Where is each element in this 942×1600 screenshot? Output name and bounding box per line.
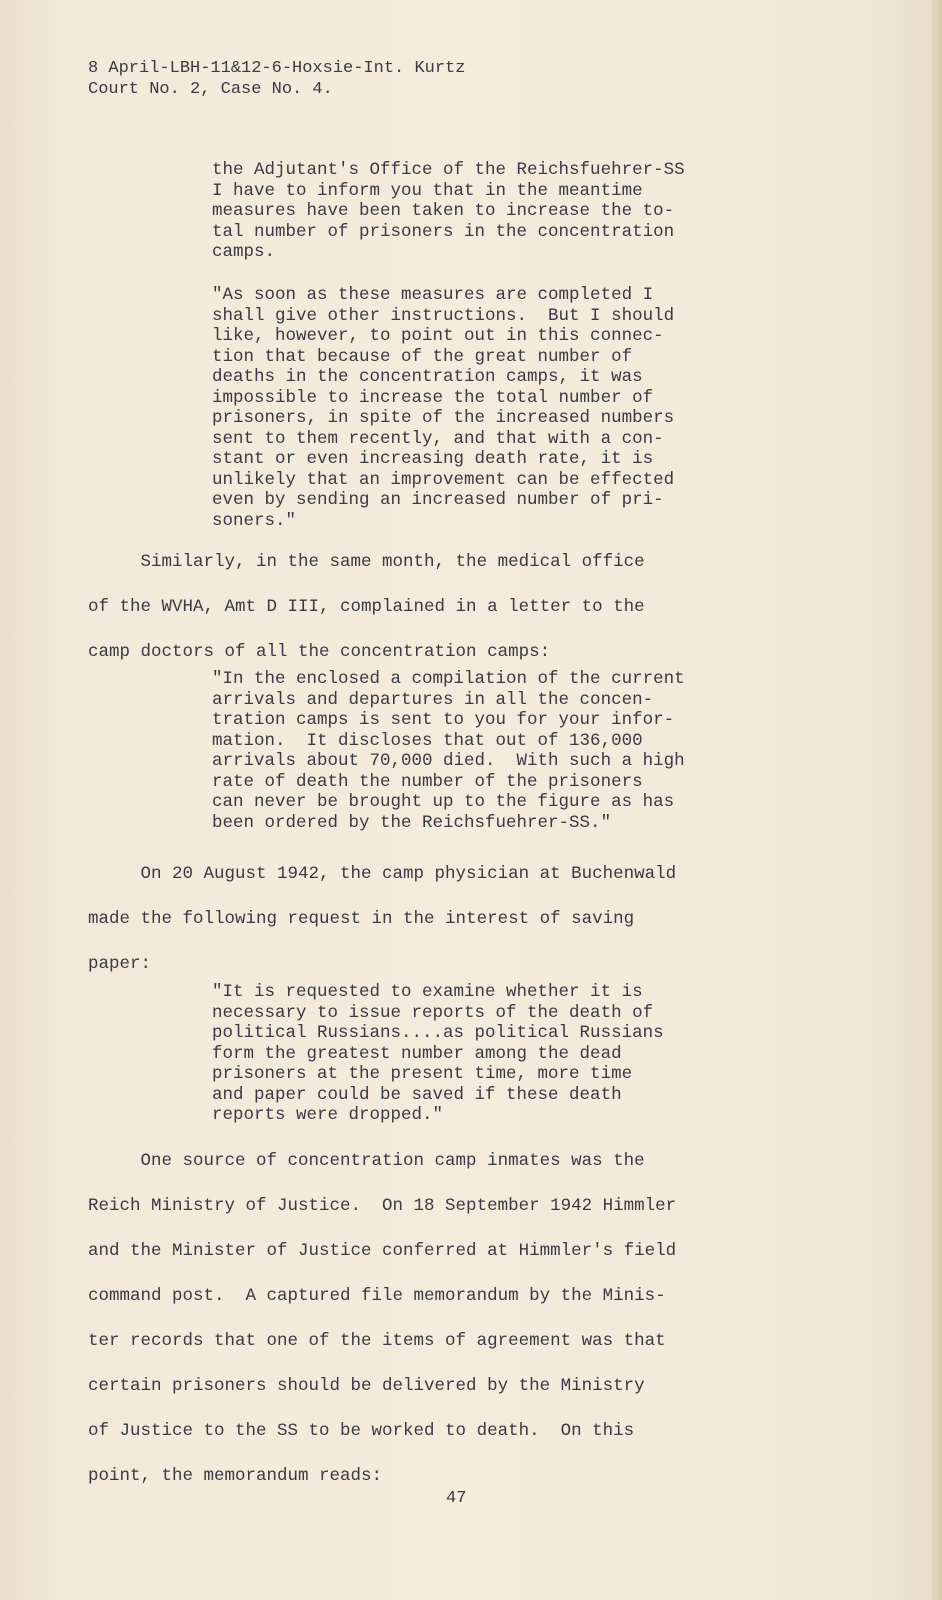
quote-line: camps. xyxy=(212,242,276,262)
quote-line: tion that because of the great number of xyxy=(212,346,633,367)
body-line: On 20 August 1942, the camp physician at Buchenwald xyxy=(88,864,677,884)
quote-line: political Russians....as political Russians xyxy=(212,1023,664,1043)
quote-line: impossible to increase the total number of xyxy=(212,387,654,408)
quote-line: reports were dropped." xyxy=(212,1105,444,1125)
body-line: certain prisoners should be delivered by the Ministry xyxy=(88,1376,645,1396)
quote-line: shall give other instructions. But I should xyxy=(212,305,675,326)
body-line: One source of concentration camp inmates was the xyxy=(88,1151,645,1171)
page-number: 47 xyxy=(446,1489,467,1508)
quote-block-adjutant xyxy=(212,160,772,263)
quote-line: been ordered by the Reichsfuehrer-SS." xyxy=(212,812,612,833)
body-line: camp doctors of all the concentration camps: xyxy=(88,642,551,662)
quote-line: and paper could be saved if these death xyxy=(212,1084,622,1105)
body-paragraph-buchenwald xyxy=(88,852,808,987)
body-line: Similarly, in the same month, the medical office xyxy=(88,552,645,572)
quote-block-measures xyxy=(212,285,772,531)
body-line: point, the memorandum reads: xyxy=(88,1466,383,1486)
body-line: of Justice to the SS to be worked to death. On this xyxy=(88,1421,635,1441)
quote-line: tal number of prisoners in the concentration xyxy=(212,221,675,242)
quote-line: arrivals about 70,000 died. With such a high xyxy=(212,751,685,771)
quote-line: sent to them recently, and that with a con- xyxy=(212,428,664,449)
quote-line: even by sending an increased number of pri- xyxy=(212,490,664,510)
quote-line: like, however, to point out in this connec- xyxy=(212,326,664,346)
quote-line: arrivals and departures in all the concen- xyxy=(212,689,654,710)
quote-line: rate of death the number of the prisoners xyxy=(212,771,643,792)
quote-line: form the greatest number among the dead xyxy=(212,1043,622,1064)
body-line: paper: xyxy=(88,954,152,974)
quote-line: the Adjutant's Office of the Reichsfuehrer-SS xyxy=(212,160,685,180)
page-edge xyxy=(932,0,942,1600)
quote-line: stant or even increasing death rate, it is xyxy=(212,449,654,469)
quote-line: measures have been taken to increase the to- xyxy=(212,201,675,221)
body-line: ter records that one of the items of agreement was that xyxy=(88,1331,666,1351)
quote-line: "As soon as these measures are completed I xyxy=(212,285,654,305)
body-line: Reich Ministry of Justice. On 18 September 1942 Himmler xyxy=(88,1196,677,1216)
header-line-2: Court No. 2, Case No. 4. xyxy=(88,80,333,99)
document-header xyxy=(88,58,465,100)
body-paragraph-ministry-of-justice xyxy=(88,1139,808,1499)
body-line: made the following request in the interest of saving xyxy=(88,909,635,929)
quote-line: "In the enclosed a compilation of the current xyxy=(212,669,685,689)
quote-line: necessary to issue reports of the death of xyxy=(212,1002,654,1023)
quote-block-death-reports xyxy=(212,982,772,1126)
quote-line: mation. It discloses that out of 136,000 xyxy=(212,730,643,751)
quote-line: tration camps is sent to you for your infor- xyxy=(212,710,675,730)
quote-line: "It is requested to examine whether it is xyxy=(212,982,643,1002)
quote-block-compilation xyxy=(212,669,772,833)
quote-line: I have to inform you that in the meantime xyxy=(212,180,643,201)
quote-line: can never be brought up to the figure as has xyxy=(212,792,675,812)
quote-line: unlikely that an improvement can be effected xyxy=(212,469,675,490)
body-line: of the WVHA, Amt D III, complained in a letter to the xyxy=(88,597,645,617)
quote-line: deaths in the concentration camps, it was xyxy=(212,367,643,387)
header-line-1: 8 April-LBH-11&12-6-Hoxsie-Int. Kurtz xyxy=(88,59,466,78)
quote-line: prisoners, in spite of the increased numbers xyxy=(212,408,675,428)
body-line: and the Minister of Justice conferred at Himmler's field xyxy=(88,1241,677,1261)
quote-line: soners." xyxy=(212,510,297,531)
quote-line: prisoners at the present time, more time xyxy=(212,1064,633,1084)
body-line: command post. A captured file memorandum by the Minis- xyxy=(88,1286,666,1306)
body-paragraph-medical-office xyxy=(88,540,808,675)
